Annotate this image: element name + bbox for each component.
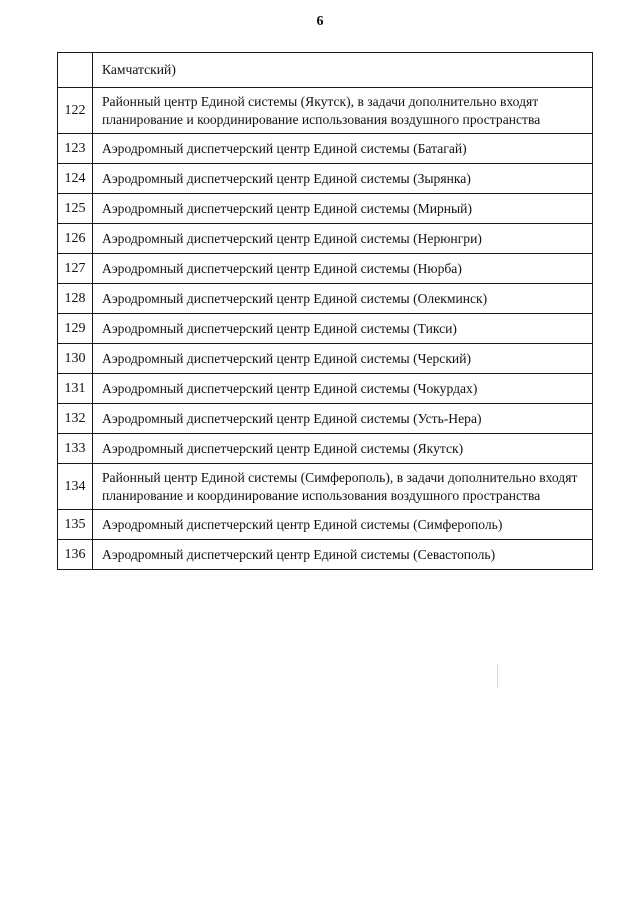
row-text: Аэродромный диспетчерский центр Единой системы (Зырянка)	[93, 164, 593, 194]
table-row	[58, 434, 593, 464]
row-number: 136	[58, 540, 93, 570]
row-text: Районный центр Единой системы (Симферополь), в задачи дополнительно входят планирование и координирование использования воздушного пространства	[93, 464, 593, 510]
table-row	[58, 284, 593, 314]
row-number: 128	[58, 284, 93, 314]
page-number: 6	[316, 14, 324, 29]
table-row	[58, 164, 593, 194]
row-text: Аэродромный диспетчерский центр Единой системы (Усть-Нера)	[93, 404, 593, 434]
row-text: Аэродромный диспетчерский центр Единой системы (Якутск)	[93, 434, 593, 464]
row-number: 122	[58, 88, 93, 134]
row-number: 124	[58, 164, 93, 194]
row-text: Аэродромный диспетчерский центр Единой системы (Мирный)	[93, 194, 593, 224]
row-text: Аэродромный диспетчерский центр Единой системы (Батагай)	[93, 134, 593, 164]
table-row	[58, 374, 593, 404]
row-text: Аэродромный диспетчерский центр Единой системы (Севастополь)	[93, 540, 593, 570]
table-row	[58, 194, 593, 224]
row-text: Аэродромный диспетчерский центр Единой системы (Симферополь)	[93, 510, 593, 540]
table-row	[58, 53, 593, 88]
table-row	[58, 404, 593, 434]
row-number: 127	[58, 254, 93, 284]
row-text: Аэродромный диспетчерский центр Единой системы (Чокурдах)	[93, 374, 593, 404]
row-number: 130	[58, 344, 93, 374]
row-number: 125	[58, 194, 93, 224]
scan-artifact	[497, 664, 498, 688]
row-text: Районный центр Единой системы (Якутск), в задачи дополнительно входят планирование и координирование использования воздушного пространства	[93, 88, 593, 134]
row-number: 133	[58, 434, 93, 464]
table-row	[58, 254, 593, 284]
table-row	[58, 344, 593, 374]
table-row	[58, 314, 593, 344]
table-row	[58, 540, 593, 570]
row-text: Аэродромный диспетчерский центр Единой системы (Нюрба)	[93, 254, 593, 284]
document-table	[57, 52, 593, 570]
row-number	[58, 53, 93, 88]
row-number: 123	[58, 134, 93, 164]
table-row	[58, 464, 593, 510]
row-number: 132	[58, 404, 93, 434]
table-row	[58, 510, 593, 540]
table-row	[58, 134, 593, 164]
row-number: 134	[58, 464, 93, 510]
row-text: Аэродромный диспетчерский центр Единой системы (Тикси)	[93, 314, 593, 344]
row-text: Аэродромный диспетчерский центр Единой системы (Черский)	[93, 344, 593, 374]
table-row	[58, 88, 593, 134]
table-row	[58, 224, 593, 254]
row-text: Камчатский)	[93, 53, 593, 88]
row-number: 135	[58, 510, 93, 540]
row-number: 129	[58, 314, 93, 344]
row-number: 131	[58, 374, 93, 404]
row-number: 126	[58, 224, 93, 254]
row-text: Аэродромный диспетчерский центр Единой системы (Олекминск)	[93, 284, 593, 314]
row-text: Аэродромный диспетчерский центр Единой системы (Нерюнгри)	[93, 224, 593, 254]
